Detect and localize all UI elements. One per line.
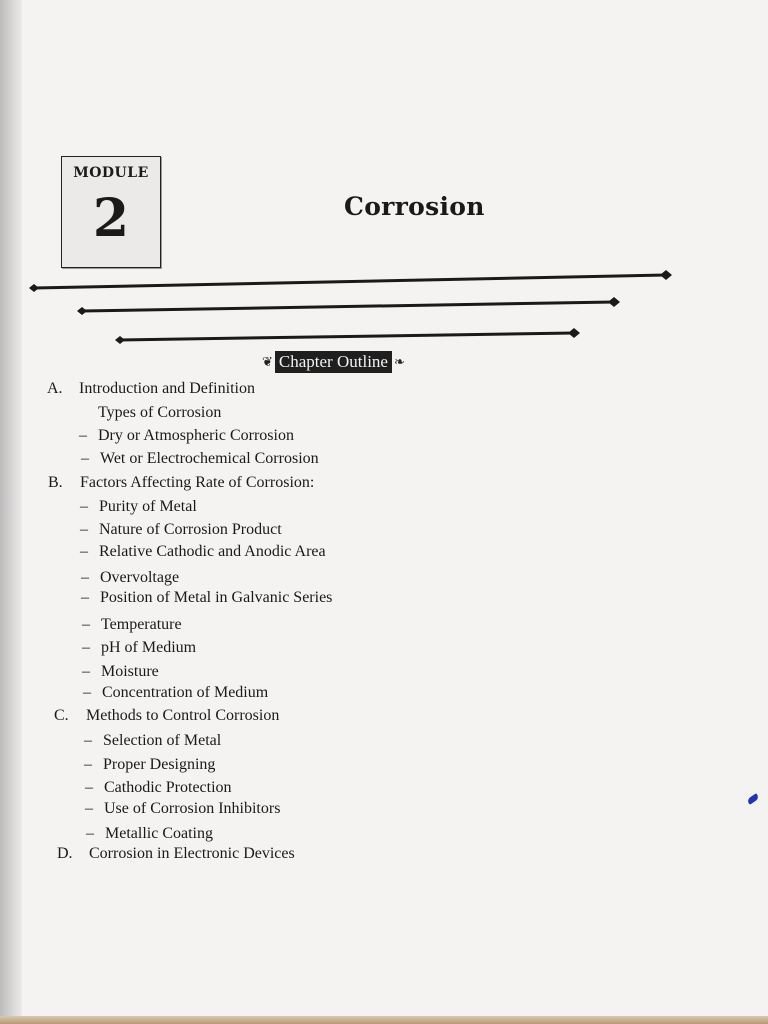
pen-mark (746, 793, 759, 805)
ornament-right-icon: ❧ (393, 354, 405, 370)
section-title: Introduction and Definition (79, 380, 255, 397)
list-item: – Temperature (82, 616, 182, 633)
section-heading (57, 845, 295, 863)
page-bottom-edge (0, 1016, 768, 1024)
section-heading (47, 380, 255, 398)
chapter-outline-label: Chapter Outline (275, 351, 392, 373)
section-letter: D. (57, 845, 73, 862)
section-heading (54, 707, 279, 725)
list-item: – Concentration of Medium (83, 684, 269, 701)
section-letter: A. (47, 380, 63, 397)
list-item: – Use of Corrosion Inhibitors (85, 800, 281, 817)
list-item: – Dry or Atmospheric Corrosion (79, 427, 294, 444)
list-item: – Position of Metal in Galvanic Series (81, 589, 333, 606)
list-item: – pH of Medium (82, 639, 197, 656)
list-item: – Purity of Metal (80, 498, 197, 515)
module-number: 2 (92, 188, 130, 249)
rule-line-1 (29, 270, 672, 292)
chapter-outline-header (262, 350, 405, 374)
list-item: – Moisture (82, 663, 159, 680)
list-item: – Proper Designing (84, 756, 216, 773)
section-title: Corrosion in Electronic Devices (89, 845, 295, 862)
list-item: – Metallic Coating (86, 825, 213, 842)
list-item: – Overvoltage (81, 569, 180, 586)
section-letter: C. (54, 707, 69, 724)
module-label: MODULE (73, 165, 149, 181)
section-letter: B. (48, 474, 63, 491)
list-item: – Cathodic Protection (85, 779, 232, 796)
ornament-left-icon: ❦ (262, 354, 273, 370)
section-title: Factors Affecting Rate of Corrosion: (80, 474, 315, 491)
list-item: – Nature of Corrosion Product (80, 521, 282, 538)
list-item: – Selection of Metal (84, 732, 222, 749)
rule-line-2 (77, 297, 620, 315)
decorative-rules (0, 0, 768, 360)
section-title: Methods to Control Corrosion (86, 707, 280, 724)
list-item: – Relative Cathodic and Anodic Area (80, 543, 326, 560)
list-item: – Wet or Electrochemical Corrosion (81, 450, 319, 467)
chapter-title: Corrosion (344, 192, 485, 221)
subheading: Types of Corrosion (98, 404, 222, 421)
section-heading (48, 474, 314, 492)
rule-line-3 (115, 328, 580, 344)
